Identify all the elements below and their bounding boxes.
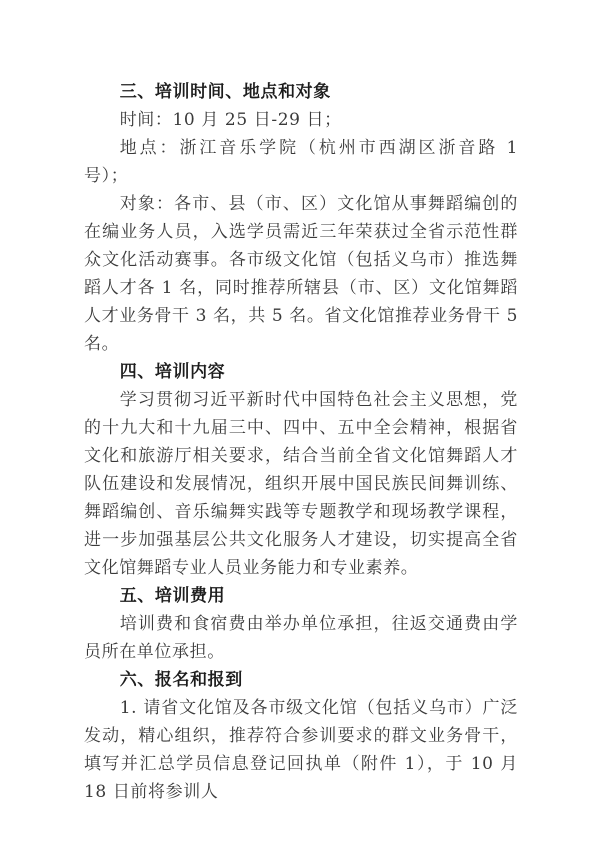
section-heading-training-fee: 五、培训费用: [119, 586, 226, 606]
section-heading-training-content: 四、培训内容: [119, 362, 226, 382]
para-time: 时间：10 月 25 日-29 日；: [119, 110, 342, 130]
section-heading-registration: 六、报名和报到: [119, 670, 243, 690]
para-training-content: 学习贯彻习近平新时代中国特色社会主义思想，党的十九大和十九届三中、四中、五中全会精神，根据省文化和旅游厅相关要求，结合当前全省文化馆舞蹈人才队伍建设和发展情况，组织开展中国民族民间舞训练、舞蹈编创、音乐编舞实践等专题教学和现场教学课程，进一步加强基层公共文化服务人才建设，切实提高全省文化馆舞蹈专业人员业务能力和专业素养。: [84, 390, 518, 578]
section-heading-training-time: 三、培训时间、地点和对象: [119, 82, 331, 102]
para-registration: 1. 请省文化馆及各市级文化馆（包括义乌市）广泛发动，精心组织，推荐符合参训要求的群文业务骨干，填写并汇总学员信息登记回执单（附件 1），于 10 月 18 日前将参训人: [84, 698, 518, 802]
para-location: 地点：浙江音乐学院（杭州市西湖区浙音路 1 号）；: [84, 138, 518, 186]
para-target-audience: 对象：各市、县（市、区）文化馆从事舞蹈编创的在编业务人员，入选学员需近三年荣获过全省示范性群众文化活动赛事。各市级文化馆（包括义乌市）推选舞蹈人才各 1 名，同时推荐所辖县（市、区）文化馆舞蹈人才业务骨干 3 名，共 5 名。省文化馆推荐业务骨干 5 名。: [84, 194, 518, 354]
para-training-fee: 培训费和食宿费由举办单位承担，往返交通费由学员所在单位承担。: [84, 614, 518, 662]
